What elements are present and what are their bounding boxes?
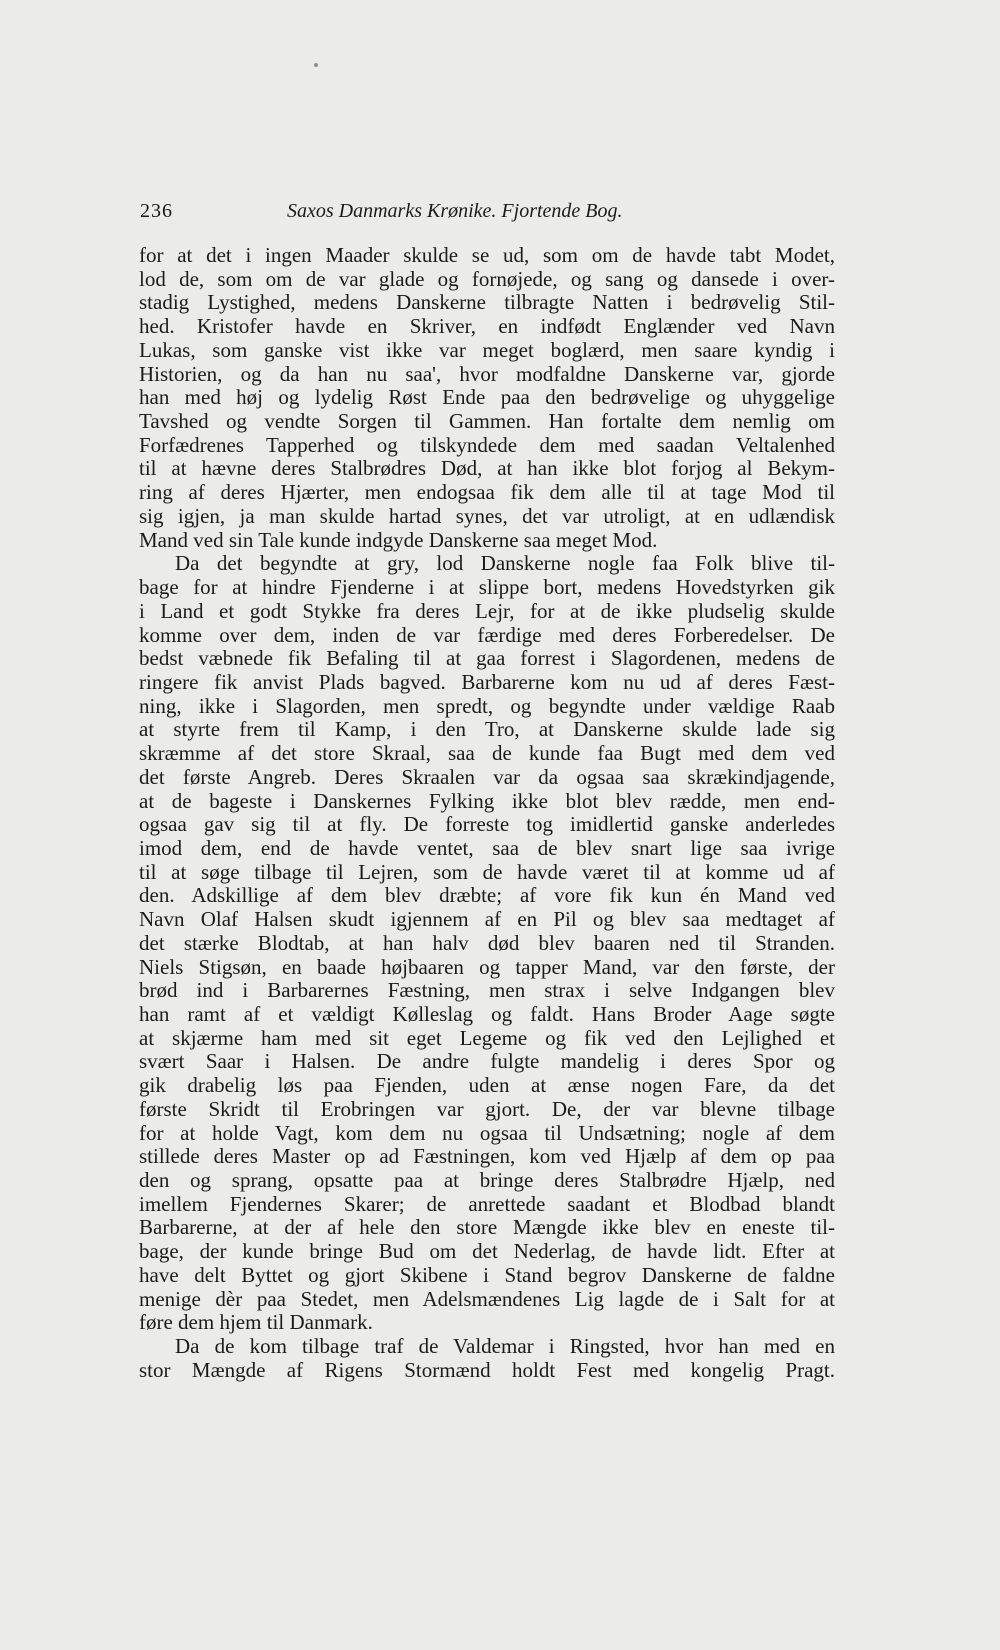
text-line: første Skridt til Erobringen var gjort. De, der var blevne tilbage: [139, 1096, 835, 1121]
text-line: Historien, og da han nu saa', hvor modfaldne Danskerne var, gjorde: [139, 361, 835, 386]
text-line: stillede deres Master op ad Fæstningen, kom ved Hjælp af dem op paa: [139, 1144, 835, 1169]
text-line: Da det begyndte at gry, lod Danskerne nogle faa Folk blive til-: [175, 551, 835, 576]
text-line: imod dem, end de havde ventet, saa de blev snart lige saa ivrige: [139, 835, 835, 860]
text-line: Tavshed og vendte Sorgen til Gammen. Han fortalte dem nemlig om: [139, 409, 835, 434]
text-line: det første Angreb. Deres Skraalen var da ogsaa saa skrækindjagende,: [139, 764, 835, 789]
text-line: den og sprang, opsatte paa at bringe deres Stalbrødre Hjælp, ned: [139, 1168, 835, 1193]
text-line: han med høj og lydelig Røst Ende paa den bedrøvelige og uhyggelige: [139, 385, 835, 410]
text-line: ning, ikke i Slagorden, men spredt, og begyndte under vældige Raab: [139, 693, 835, 718]
text-line: bage for at hindre Fjenderne i at slippe bort, medens Hovedstyrken gik: [139, 575, 835, 600]
text-line: det stærke Blodtab, at han halv død blev baaren ned til Stranden.: [139, 930, 835, 955]
text-line: at styrte frem til Kamp, i den Tro, at Danskerne skulde lade sig: [139, 717, 835, 742]
text-line: bedst væbnede fik Befaling til at gaa forrest i Slagordenen, medens de: [139, 646, 835, 671]
text-line: at de bageste i Danskernes Fylking ikke blot blev rædde, men end-: [139, 788, 835, 813]
text-line: til at søge tilbage til Lejren, som de havde været til at komme ud af: [139, 859, 835, 884]
text-line: menige dèr paa Stedet, men Adelsmændenes Lig lagde de i Salt for at: [139, 1286, 835, 1311]
body-text: [139, 244, 835, 1383]
text-line: ringere fik anvist Plads bagved. Barbarerne kom nu ud af deres Fæst-: [139, 669, 835, 694]
text-line: gik drabelig løs paa Fjenden, uden at ænse nogen Fare, da det: [139, 1073, 835, 1098]
text-line: Barbarerne, at der af hele den store Mængde ikke blev en eneste til-: [139, 1215, 835, 1240]
text-line: skræmme af det store Skraal, saa de kunde faa Bugt med dem ved: [139, 741, 835, 766]
text-line: føre dem hjem til Danmark.: [139, 1310, 373, 1335]
running-title: Saxos Danmarks Krønike. Fjortende Bog.: [287, 200, 623, 222]
text-line: den. Adskillige af dem blev dræbte; af vore fik kun én Mand ved: [139, 883, 835, 908]
running-head: [140, 196, 700, 226]
text-line: brød ind i Barbarernes Fæstning, men strax i selve Indgangen blev: [139, 978, 835, 1003]
text-line: Navn Olaf Halsen skudt igjennem af en Pil og blev saa medtaget af: [139, 907, 835, 932]
text-line: Mand ved sin Tale kunde indgyde Danskerne saa meget Mod.: [139, 527, 658, 552]
text-line: i Land et godt Stykke fra deres Lejr, for at de ikke pludselig skulde: [139, 598, 835, 623]
text-line: at skjærme ham med sit eget Legeme og fik ved den Lejlighed et: [139, 1025, 835, 1050]
text-line: Forfædrenes Tapperhed og tilskyndede dem med saadan Veltalenhed: [139, 432, 835, 457]
text-line: for at holde Vagt, kom dem nu ogsaa til Undsætning; nogle af dem: [139, 1120, 835, 1145]
text-line: lod de, som om de var glade og fornøjede, og sang og dansede i over-: [139, 266, 835, 291]
dust-speck: [314, 63, 318, 67]
text-line: hed. Kristofer havde en Skriver, en indfødt Englænder ved Navn: [139, 314, 835, 339]
text-line: sig igjen, ja man skulde hartad synes, det var utroligt, at en udlændisk: [139, 503, 835, 528]
text-line: bage, der kunde bringe Bud om det Nederlag, de havde lidt. Efter at: [139, 1239, 835, 1264]
text-line: stor Mængde af Rigens Stormænd holdt Fest med kongelig Pragt.: [139, 1357, 835, 1382]
text-line: have delt Byttet og gjort Skibene i Stand begrov Danskerne de faldne: [139, 1262, 835, 1287]
text-line: imellem Fjendernes Skarer; de anrettede saadant et Blodbad blandt: [139, 1191, 835, 1216]
text-line: Niels Stigsøn, en baade højbaaren og tapper Mand, var den første, der: [139, 954, 835, 979]
page-number: 236: [140, 200, 173, 222]
text-line: for at det i ingen Maader skulde se ud, som om de havde tabt Modet,: [139, 243, 835, 267]
text-line: Lukas, som ganske vist ikke var meget boglærd, men saare kyndig i: [139, 337, 835, 362]
text-line: stadig Lystighed, medens Danskerne tilbragte Natten i bedrøvelig Stil-: [139, 290, 835, 315]
text-line: svært Saar i Halsen. De andre fulgte mandelig i deres Spor og: [139, 1049, 835, 1074]
text-line: komme over dem, inden de var færdige med deres Forberedelser. De: [139, 622, 835, 647]
text-line: ogsaa gav sig til at fly. De forreste tog imidlertid ganske anderledes: [139, 812, 835, 837]
text-line: ring af deres Hjærter, men endogsaa fik dem alle til at tage Mod til: [139, 480, 835, 505]
text-line: han ramt af et vældigt Kølleslag og faldt. Hans Broder Aage søgte: [139, 1002, 835, 1026]
text-line: Da de kom tilbage traf de Valdemar i Ringsted, hvor han med en: [175, 1334, 835, 1359]
text-line: til at hævne deres Stalbrødres Død, at han ikke blot forjog al Bekym-: [139, 456, 835, 481]
